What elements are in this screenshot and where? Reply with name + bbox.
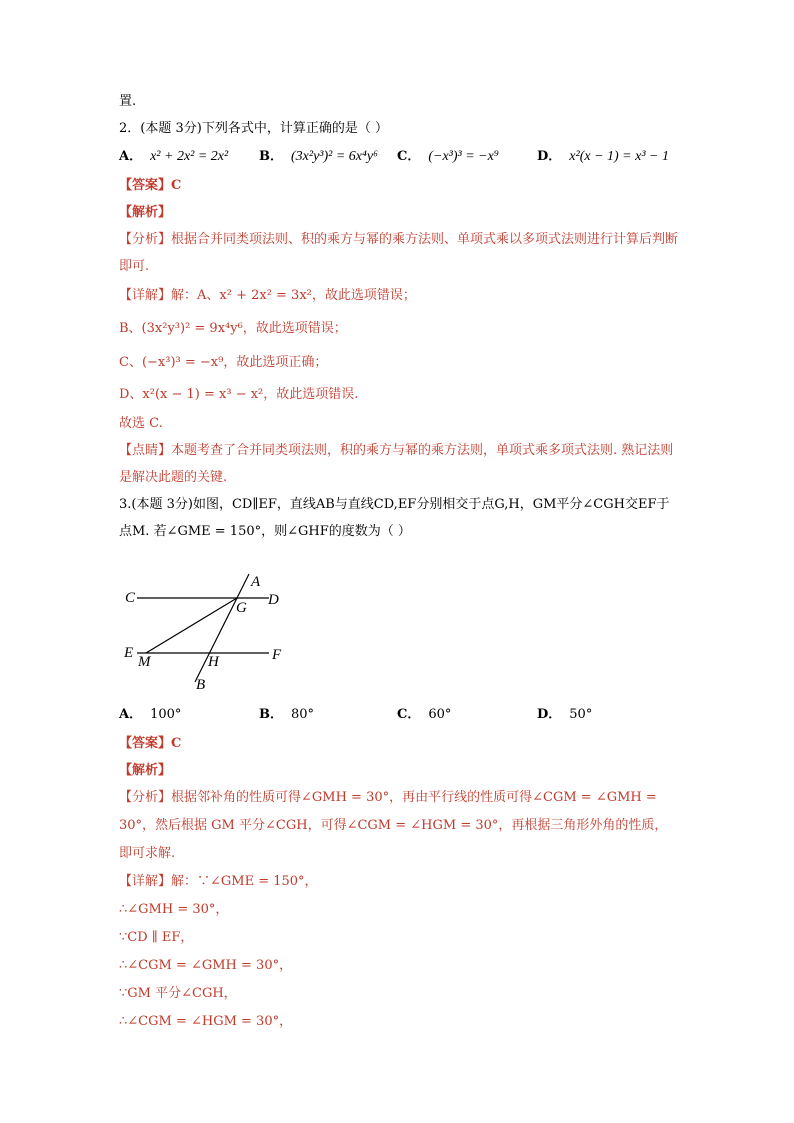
question-3-step-1: 【详解】解：∵∠GME = 150°， — [119, 874, 318, 889]
q2-option-d: D． x²(x − 1) = x³ − 1 — [537, 149, 669, 164]
question-3-continued — [119, 700, 679, 1036]
question-3-step-5: ∵GM 平分∠CGH， — [119, 986, 237, 1001]
question-2-choose: 故选 C. — [119, 416, 163, 431]
q3-option-d: D． 50° — [537, 707, 593, 722]
geometry-diagram — [119, 570, 299, 695]
question-2-detail-b: B、(3x²y³)² = 9x⁴y⁶，故此选项错误； — [119, 321, 347, 336]
label-f: F — [272, 647, 282, 663]
question-2-jiexi-heading: 【解析】 — [119, 205, 172, 220]
question-3-stem: 3.(本题 3分)如图，CD∥EF，直线AB与直线CD,EF分别相交于点G,H，GM平分∠CGH交EF于点M. 若∠GME = 150°，则∠GHF的度数为（ ） — [119, 497, 670, 539]
document-page — [119, 88, 679, 545]
q3-option-c: C． 60° — [397, 707, 452, 722]
label-b: B — [196, 677, 206, 693]
label-c: C — [125, 590, 136, 606]
label-e: E — [124, 645, 134, 661]
label-g: G — [236, 600, 247, 616]
question-2-stem: 2．(本题 3分)下列各式中，计算正确的是（ ） — [119, 121, 388, 136]
question-3-jiexi-heading: 【解析】 — [119, 763, 172, 778]
q2-option-c: C． (−x³)³ = −x⁹ — [397, 149, 499, 164]
question-3-step-3: ∵CD ∥ EF， — [119, 930, 194, 945]
geometry-figure — [119, 570, 299, 695]
label-h: H — [208, 654, 219, 670]
continued-text: 置. — [119, 94, 137, 109]
q3-option-a: A． 100° — [119, 707, 182, 722]
question-3-step-2: ∴∠GMH = 30°， — [119, 902, 229, 917]
q2-option-b: B． (3x²y³)² = 6x⁴y⁶ — [259, 149, 378, 164]
question-2-detail-c: C、(−x³)³ = −x⁹，故此选项正确； — [119, 355, 328, 370]
question-3-step-6: ∴∠CGM = ∠HGM = 30°， — [119, 1014, 293, 1029]
question-2-options — [119, 142, 679, 172]
question-3-options — [119, 700, 679, 730]
label-d: D — [268, 592, 279, 608]
question-3-step-4: ∴∠CGM = ∠GMH = 30°， — [119, 958, 293, 973]
label-a: A — [251, 574, 261, 590]
question-3-analysis: 【分析】根据邻补角的性质可得∠GMH = 30°，再由平行线的性质可得∠CGM = ∠GMH = 30°，然后根据 GM 平分∠CGH，可得∠CGM = ∠HGM = 30°，再根据三角形外角的性质，即可求解. — [119, 790, 668, 861]
q3-option-b: B． 80° — [259, 707, 315, 722]
question-2-analysis: 【分析】根据合并同类项法则、积的乘方与幂的乘方法则、单项式乘以多项式法则进行计算后判断即可. — [119, 232, 679, 274]
label-m: M — [138, 654, 151, 670]
question-3-answer: 【答案】C — [119, 736, 182, 751]
question-2-detail-a: 【详解】解：A、x² + 2x² = 3x²，故此选项错误； — [119, 288, 416, 303]
question-2-detail-d: D、x²(x − 1) = x³ − x²，故此选项错误. — [119, 387, 359, 402]
question-2-dianjing: 【点睛】本题考查了合并同类项法则，积的乘方与幂的乘方法则，单项式乘多项式法则. 熟记法则是解决此题的关键. — [119, 443, 674, 485]
question-2-answer: 【答案】C — [119, 178, 182, 193]
q2-option-a: A． x² + 2x² = 2x² — [119, 149, 229, 164]
line-ab — [195, 574, 249, 682]
